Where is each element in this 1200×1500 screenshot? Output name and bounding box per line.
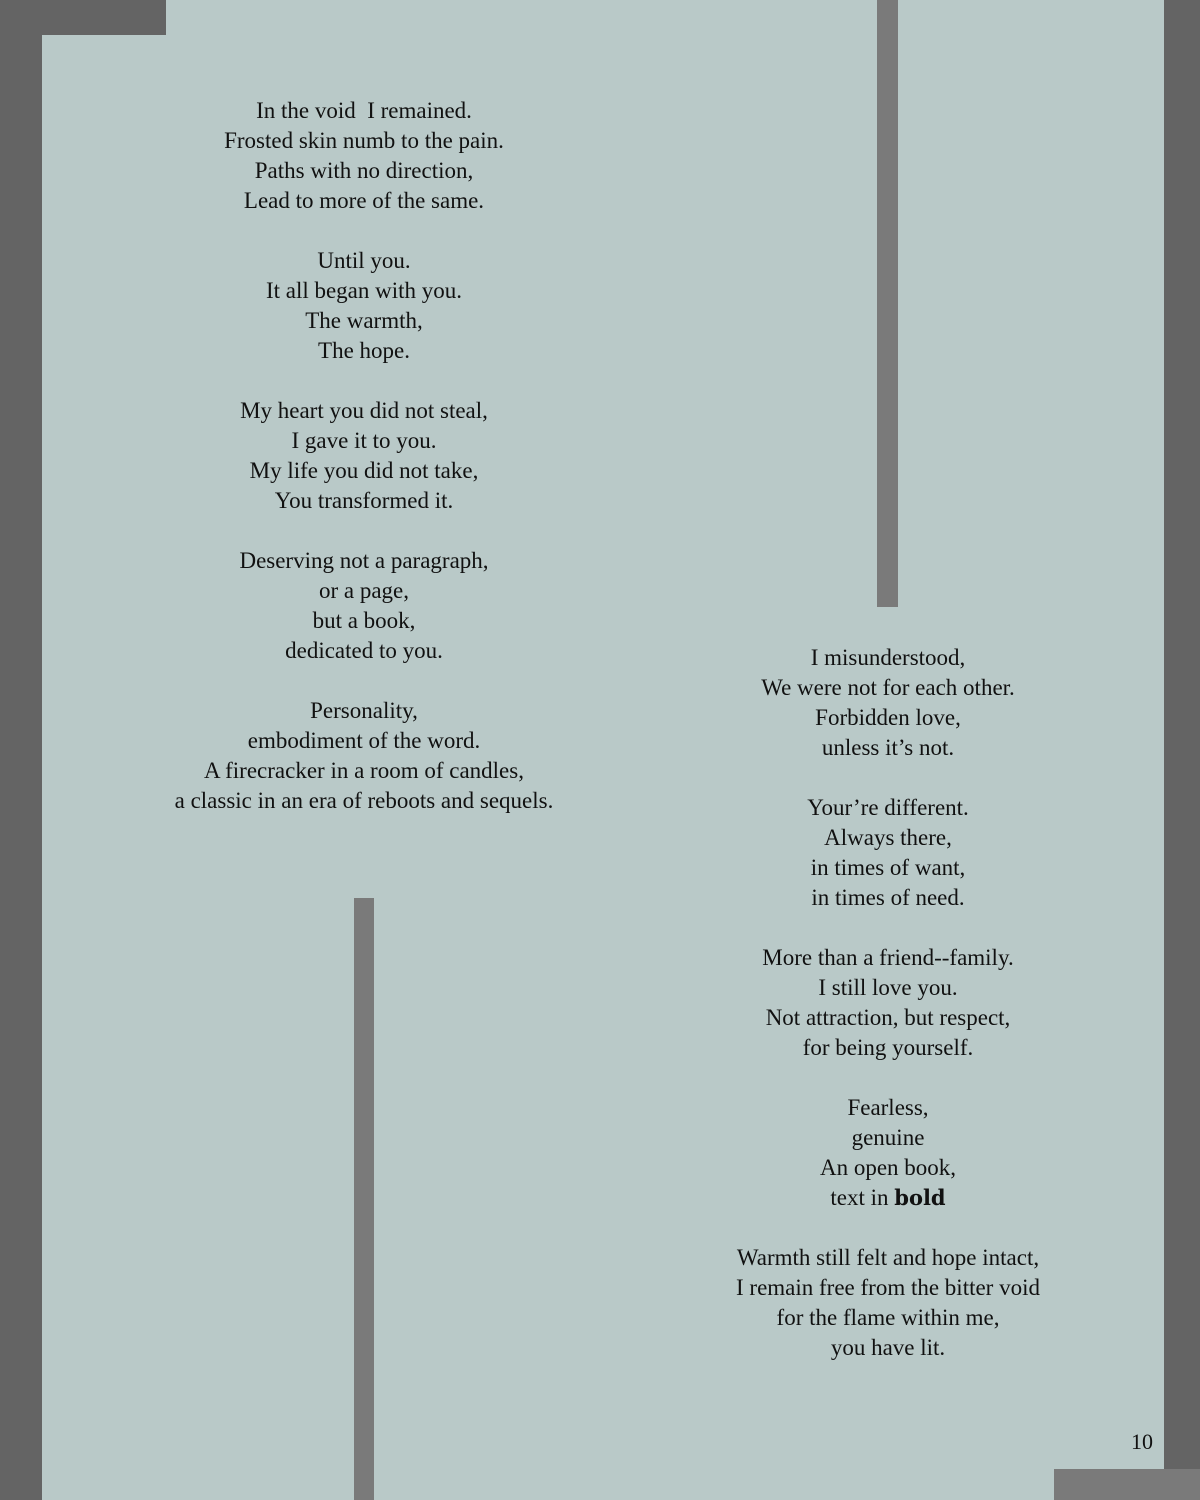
bold-word: bold bbox=[894, 1185, 946, 1210]
poem-line: Frosted skin numb to the pain. bbox=[224, 128, 504, 153]
poem-line: Fearless, bbox=[847, 1095, 929, 1120]
poem-line: unless it’s not. bbox=[821, 735, 955, 760]
stanza bbox=[114, 96, 614, 216]
poem-line: I remain free from the bitter void bbox=[736, 1275, 1040, 1300]
poem-line-with-bold bbox=[638, 1183, 1138, 1213]
decorative-bar-lower bbox=[354, 898, 374, 1500]
poem-line: Your’re different. bbox=[807, 795, 969, 820]
poem-line: Deserving not a paragraph, bbox=[239, 548, 489, 573]
poem-line: in times of need. bbox=[811, 885, 965, 910]
poem-line: You transformed it. bbox=[274, 488, 454, 513]
stanza bbox=[638, 1243, 1138, 1363]
poem-line: I still love you. bbox=[818, 975, 958, 1000]
poem-line: More than a friend--family. bbox=[762, 945, 1014, 970]
poem-line: Personality, bbox=[310, 698, 418, 723]
poem-line: In the void I remained. bbox=[256, 98, 472, 123]
stanza bbox=[638, 643, 1138, 763]
poem-line: It all began with you. bbox=[265, 278, 463, 303]
poem-line: Warmth still felt and hope intact, bbox=[736, 1245, 1040, 1270]
decorative-bar-upper bbox=[877, 0, 898, 607]
stanza bbox=[114, 546, 614, 666]
poem-line: My heart you did not steal, bbox=[240, 398, 488, 423]
poem-line: but a book, bbox=[312, 608, 416, 633]
poem-line: a classic in an era of reboots and sequels. bbox=[174, 788, 554, 813]
poem-line: Not attraction, but respect, bbox=[765, 1005, 1011, 1030]
page-number: 10 bbox=[1131, 1429, 1153, 1454]
stanza bbox=[638, 1093, 1138, 1213]
poem-line: I gave it to you. bbox=[291, 428, 437, 453]
poem-line: The hope. bbox=[318, 338, 410, 363]
page-panel-top-extension bbox=[166, 0, 1164, 36]
poem-line: Lead to more of the same. bbox=[243, 188, 485, 213]
poem-line: you have lit. bbox=[830, 1335, 946, 1360]
poem-line: for the flame within me, bbox=[776, 1305, 1000, 1330]
poem-column-left bbox=[114, 96, 614, 816]
poem-line: We were not for each other. bbox=[761, 675, 1015, 700]
stanza bbox=[114, 246, 614, 366]
poem-line: The warmth, bbox=[305, 308, 423, 333]
poem-line: An open book, bbox=[819, 1155, 957, 1180]
stanza bbox=[114, 396, 614, 516]
stanza bbox=[638, 943, 1138, 1063]
stanza bbox=[638, 793, 1138, 913]
poem-line: in times of want, bbox=[810, 855, 966, 880]
poem-line: Always there, bbox=[824, 825, 952, 850]
poem-line: Until you. bbox=[317, 248, 411, 273]
poem-line: or a page, bbox=[318, 578, 410, 603]
poem-line: for being yourself. bbox=[802, 1035, 974, 1060]
poem-line: A firecracker in a room of candles, bbox=[204, 758, 524, 783]
poem-line: Paths with no direction, bbox=[254, 158, 474, 183]
decorative-corner-block bbox=[1054, 1469, 1200, 1500]
poem-line: embodiment of the word. bbox=[247, 728, 481, 753]
poem-line: dedicated to you. bbox=[285, 638, 443, 663]
poem-line: genuine bbox=[851, 1125, 925, 1150]
poem-column-right bbox=[638, 643, 1138, 1363]
poem-line-text: text in bbox=[830, 1185, 895, 1210]
poem-line: Forbidden love, bbox=[815, 705, 961, 730]
poem-line: My life you did not take, bbox=[249, 458, 479, 483]
poem-line: I misunderstood, bbox=[810, 645, 966, 670]
stanza bbox=[114, 696, 614, 816]
